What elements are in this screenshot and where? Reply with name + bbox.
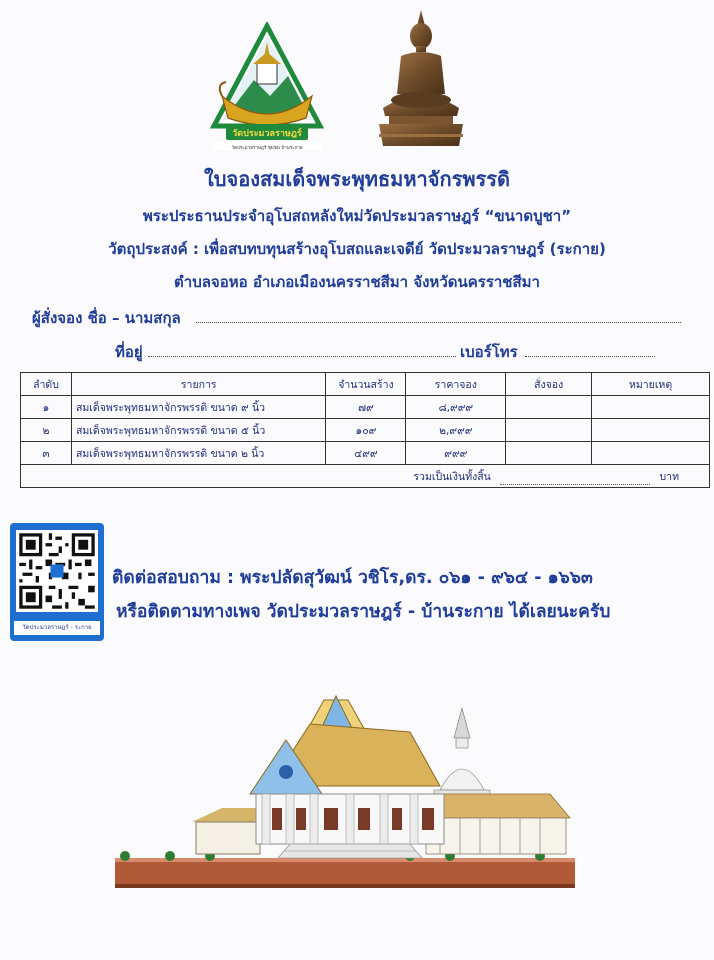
cell-price: ๒,๙๙๙ — [406, 419, 506, 442]
header-order: สั่งจอง — [506, 373, 592, 396]
currency-label: บาท — [659, 470, 679, 483]
name-label: ผู้สั่งจอง ชื่อ – นามสกุล — [32, 309, 181, 327]
cell-item: สมเด็จพระพุทธมหาจักรพรรดิ ขนาด ๒ นิ้ว — [71, 442, 326, 465]
cell-qty: ๔๙๙ — [326, 442, 406, 465]
cell-order[interactable] — [506, 396, 592, 419]
header-item: รายการ — [71, 373, 326, 396]
cell-price: ๙๙๙ — [406, 442, 506, 465]
header-note: หมายเหตุ — [592, 373, 710, 396]
cell-no: ๑ — [21, 396, 72, 419]
qr-code[interactable] — [16, 530, 98, 612]
cell-order[interactable] — [506, 419, 592, 442]
contact-line-1: ติดต่อสอบถาม : พระปลัดสุวัฒน์ วชิโร,ดร. ๐๖๑ - ๙๖๔ - ๑๖๖๓ — [112, 568, 593, 588]
temple-illustration — [110, 690, 580, 898]
cell-note[interactable] — [592, 396, 710, 419]
cell-note[interactable] — [592, 419, 710, 442]
logo-sub-text: วัดประมวลราษฎร์ ชุมชน บ้านระกาย — [231, 146, 303, 151]
cell-price: ๘,๙๙๙ — [406, 396, 506, 419]
total-cell — [21, 465, 710, 488]
logo-banner-text: วัดประมวลราษฎร์ — [232, 129, 302, 139]
cell-no: ๓ — [21, 442, 72, 465]
cell-item: สมเด็จพระพุทธมหาจักรพรรดิ ขนาด ๙ นิ้ว — [71, 396, 326, 419]
order-table — [20, 372, 710, 488]
cell-order[interactable] — [506, 442, 592, 465]
subtitle-line-1: พระประธานประจำอุโบสถหลังใหม่วัดประมวลราษฎร์ “ขนาดบูชา” — [142, 207, 572, 225]
table-total-row — [21, 465, 710, 488]
phone-label: เบอร์โทร — [460, 343, 518, 361]
page-title: ใบจองสมเด็จพระพุทธมหาจักรพรรดิ — [204, 167, 510, 191]
header-qty: จำนวนสร้าง — [326, 373, 406, 396]
cell-qty: ๗๙ — [326, 396, 406, 419]
header-no: ลำดับ — [21, 373, 72, 396]
table-header-row — [21, 373, 710, 396]
address-field[interactable] — [148, 342, 456, 357]
cell-note[interactable] — [592, 442, 710, 465]
table-row — [21, 419, 710, 442]
total-label: รวมเป็นเงินทั้งสิ้น — [413, 470, 491, 483]
contact-line-2: หรือติดตามทางเพจ วัดประมวลราษฎร์ - บ้านระกาย ได้เลยนะครับ — [116, 602, 611, 622]
subtitle-line-3: ตำบลจอหอ อำเภอเมืองนครราชสีมา จังหวัดนครราชสีมา — [174, 273, 540, 291]
qr-caption: วัดประมวลราษฎร์ - ระกาย — [14, 621, 100, 635]
cell-item: สมเด็จพระพุทธมหาจักรพรรดิ ขนาด ๕ นิ้ว — [71, 419, 326, 442]
address-label: ที่อยู่ — [115, 343, 143, 361]
subtitle-line-2: วัตถุประสงค์ : เพื่อสบทบทุนสร้างอุโบสถและเจดีย์ วัดประมวลราษฎร์ (ระกาย) — [108, 240, 606, 258]
qr-code-image — [16, 530, 98, 612]
header-price: ราคาจอง — [406, 373, 506, 396]
total-value-field[interactable] — [500, 472, 650, 485]
temple-logo — [208, 22, 326, 154]
cell-no: ๒ — [21, 419, 72, 442]
name-field[interactable] — [196, 308, 681, 323]
cell-qty: ๑๐๙ — [326, 419, 406, 442]
table-row — [21, 396, 710, 419]
buddha-statue-image — [365, 8, 477, 150]
table-row — [21, 442, 710, 465]
phone-field[interactable] — [525, 342, 655, 357]
